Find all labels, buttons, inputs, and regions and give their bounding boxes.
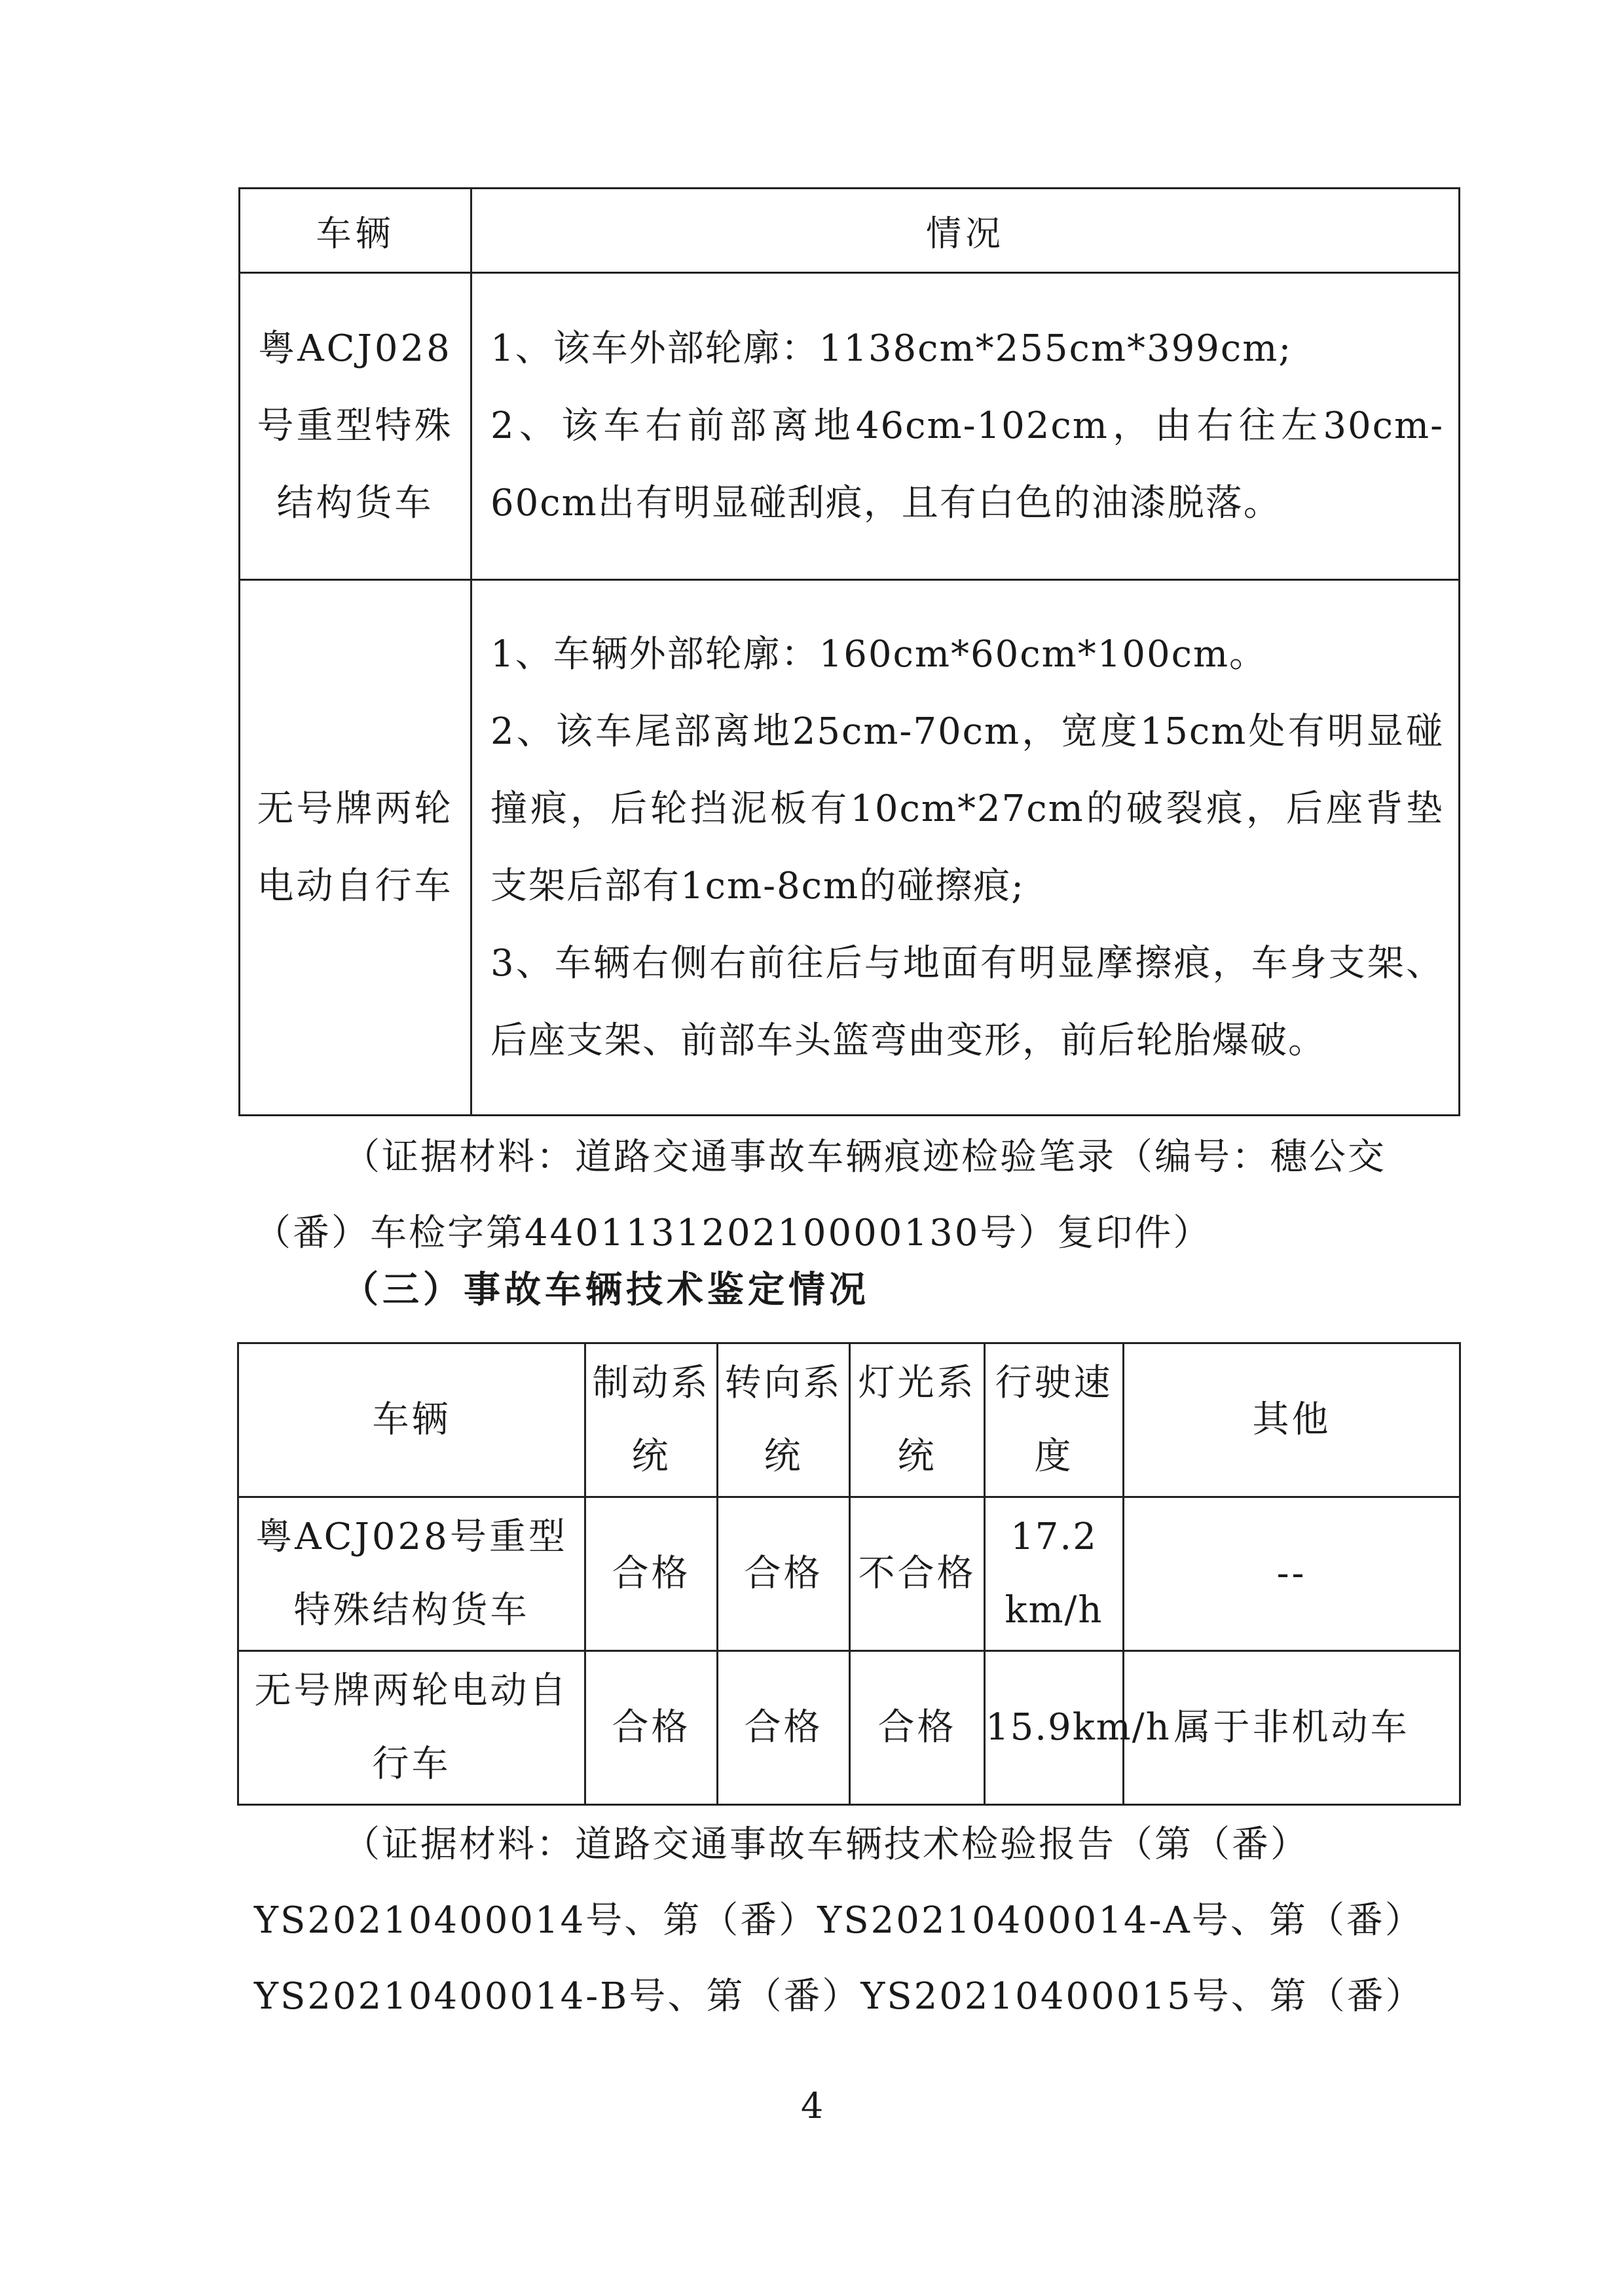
header-situation: 情况: [471, 189, 1460, 273]
table-row: [240, 580, 1460, 1116]
situation-line: 1、车辆外部轮廓：160cm*60cm*100cm。: [490, 632, 1268, 676]
technical-appraisal-table: [237, 1342, 1461, 1806]
other-cell: --: [1124, 1497, 1460, 1651]
header-other: 其他: [1124, 1343, 1460, 1497]
vehicle-cell: 无号牌两轮电动自行车: [240, 580, 471, 1116]
vehicle-cell: 粤ACJ028号重型特殊结构货车: [240, 273, 471, 580]
situation-cell: [471, 273, 1460, 580]
lighting-cell: 合格: [850, 1651, 985, 1805]
steering-cell: 合格: [718, 1651, 850, 1805]
lighting-cell: 不合格: [850, 1497, 985, 1651]
header-lighting: 灯光系统: [850, 1343, 985, 1497]
section-heading: （三）事故车辆技术鉴定情况: [342, 1268, 870, 1311]
table-row: [238, 1651, 1460, 1805]
speed-cell: 17.2 km/h: [985, 1497, 1124, 1651]
evidence-note: （证据材料：道路交通事故车辆痕迹检验笔录（编号：穗公交（番）车检字第440113120210000130号）复印件）: [254, 1136, 1386, 1254]
header-brake: 制动系统: [585, 1343, 718, 1497]
table-row: [238, 1497, 1460, 1651]
situation-cell: [471, 580, 1460, 1116]
situation-line: 3、车辆右侧右前往后与地面有明显摩擦痕，车身支架、后座支架、前部车头篮弯曲变形，前后轮胎爆破。: [490, 941, 1444, 1062]
evidence-note: （证据材料：道路交通事故车辆技术检验报告（第（番）YS20210400014号、第（番）YS20210400014-A号、第（番）YS20210400014-B号、第（番）YS20210400015号、第（番）: [254, 1823, 1424, 2018]
steering-cell: 合格: [718, 1497, 850, 1651]
brake-cell: 合格: [585, 1497, 718, 1651]
situation-line: 2、该车尾部离地25cm-70cm，宽度15cm处有明显碰撞痕，后轮挡泥板有10cm*27cm的破裂痕，后座背垫支架后部有1cm-8cm的碰擦痕;: [490, 710, 1444, 907]
vehicle-cell: 无号牌两轮电动自行车: [238, 1651, 585, 1805]
table-row: [240, 273, 1460, 580]
situation-line: 2、该车右前部离地46cm-102cm，由右往左30cm-60cm出有明显碰刮痕，且有白色的油漆脱落。: [490, 405, 1444, 524]
header-steering: 转向系统: [718, 1343, 850, 1497]
header-vehicle: 车辆: [240, 189, 471, 273]
vehicle-trace-table: [238, 187, 1460, 1116]
header-vehicle: 车辆: [238, 1343, 585, 1497]
table-header-row: [238, 1343, 1460, 1497]
page-number: 4: [800, 2085, 824, 2126]
table-header-row: [240, 189, 1460, 273]
speed-cell: 15.9km/h: [985, 1651, 1124, 1805]
brake-cell: 合格: [585, 1651, 718, 1805]
vehicle-cell: 粤ACJ028号重型特殊结构货车: [238, 1497, 585, 1651]
header-speed: 行驶速度: [985, 1343, 1124, 1497]
situation-line: 1、该车外部轮廓：1138cm*255cm*399cm;: [490, 327, 1293, 370]
other-cell: 属于非机动车: [1124, 1651, 1460, 1805]
